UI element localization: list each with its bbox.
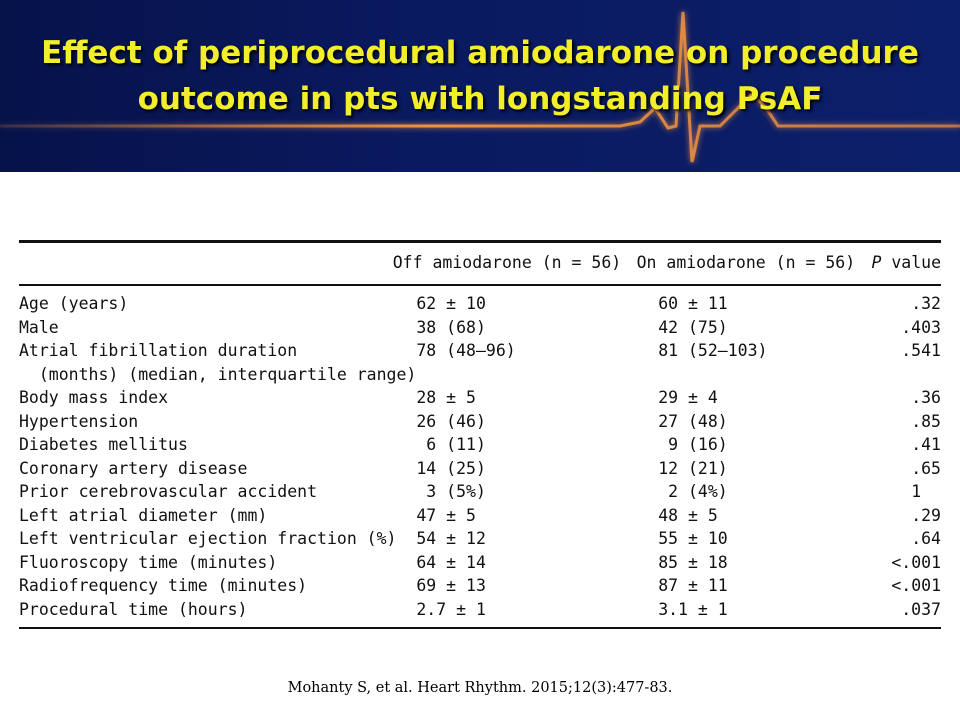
on-amiodarone-value: 12 (21) [658,458,728,478]
table-bottom-rule [19,627,941,629]
p-value: .541 [901,341,941,361]
on-amiodarone-value: 29 ± 4 [658,388,718,408]
title-line-2: outcome in pts with longstanding PsAF [137,81,823,117]
row-label: Male [19,317,59,337]
title-banner [0,0,960,172]
on-amiodarone-value: 42 (75) [658,317,728,337]
header-p-value [871,243,941,282]
off-amiodarone-value: 62 ± 10 [416,294,486,314]
off-amiodarone-value [416,363,658,387]
p-value: .64 [911,529,941,549]
table-row [19,527,941,551]
table-row [19,598,941,622]
header-variable [19,243,393,282]
row-label: Body mass index [19,388,169,408]
header-off-amiodarone: Off amiodarone (n = 56) [392,253,622,272]
table-row [19,410,941,434]
off-amiodarone-value: 69 ± 13 [416,576,486,596]
row-label: Procedural time (hours) [19,599,248,619]
off-amiodarone-value: 54 ± 12 [416,529,486,549]
on-amiodarone-value: 48 ± 5 [658,505,718,525]
p-value: <.001 [891,576,941,596]
p-value: .36 [911,388,941,408]
citation: Mohanty S, et al. Heart Rhythm. 2015;12(3):477-83. [287,680,673,696]
p-value: .29 [911,505,941,525]
table-row [19,480,941,504]
off-amiodarone-value: 26 (46) [416,411,486,431]
row-label: Diabetes mellitus [19,435,188,455]
table-row [19,457,941,481]
p-value: .403 [901,317,941,337]
off-amiodarone-value: 28 ± 5 [416,388,476,408]
table-body [19,286,941,621]
p-value [891,363,941,387]
on-amiodarone-value: 9 (16) [658,435,728,455]
row-label: Left ventricular ejection fraction (%) [19,529,397,549]
table-header-row [19,243,941,282]
results-table-body [19,286,941,621]
table-row [19,551,941,575]
p-value: .41 [911,435,941,455]
on-amiodarone-value: 87 ± 11 [658,576,728,596]
slide-title [0,30,960,122]
off-amiodarone-value: 47 ± 5 [416,505,476,525]
title-line-1: Effect of periprocedural amiodarone on procedure [41,35,919,71]
table-row [19,504,941,528]
row-label: Coronary artery disease [19,458,248,478]
header-p-letter: P [871,253,882,272]
off-amiodarone-value: 14 (25) [416,458,486,478]
p-value: 1 [911,482,941,502]
p-value: .65 [911,458,941,478]
on-amiodarone-value: 2 (4%) [658,482,728,502]
table-row [19,286,941,316]
table-row [19,433,941,457]
header-on-amiodarone: On amiodarone (n = 56) [636,253,856,272]
off-amiodarone-value: 64 ± 14 [416,552,486,572]
p-value: <.001 [891,552,941,572]
row-label: Age (years) [19,294,129,314]
header-p-word: value [891,253,941,272]
on-amiodarone-value [658,363,891,387]
on-amiodarone-value: 85 ± 18 [658,552,728,572]
on-amiodarone-value: 3.1 ± 1 [658,599,728,619]
results-table [19,240,941,629]
on-amiodarone-value: 60 ± 11 [658,294,728,314]
table-row [19,339,941,363]
on-amiodarone-value: 27 (48) [658,411,728,431]
table-row [19,363,941,387]
table-row [19,386,941,410]
row-label: Radiofrequency time (minutes) [19,576,308,596]
row-label: (months) (median, interquartile range) [19,364,417,384]
p-value: .037 [901,599,941,619]
row-label: Fluoroscopy time (minutes) [19,552,278,572]
row-label: Atrial fibrillation duration [19,341,298,361]
off-amiodarone-value: 6 (11) [416,435,486,455]
row-label: Left atrial diameter (mm) [19,505,268,525]
row-label: Hypertension [19,411,139,431]
on-amiodarone-value: 81 (52–103) [658,341,768,361]
off-amiodarone-value: 2.7 ± 1 [416,599,486,619]
table-row [19,316,941,340]
row-label: Prior cerebrovascular accident [19,482,318,502]
off-amiodarone-value: 78 (48–96) [416,341,516,361]
on-amiodarone-value: 55 ± 10 [658,529,728,549]
table-row [19,574,941,598]
results-table-grid [19,243,941,282]
off-amiodarone-value: 38 (68) [416,317,486,337]
off-amiodarone-value: 3 (5%) [416,482,486,502]
p-value: .32 [911,294,941,314]
p-value: .85 [911,411,941,431]
